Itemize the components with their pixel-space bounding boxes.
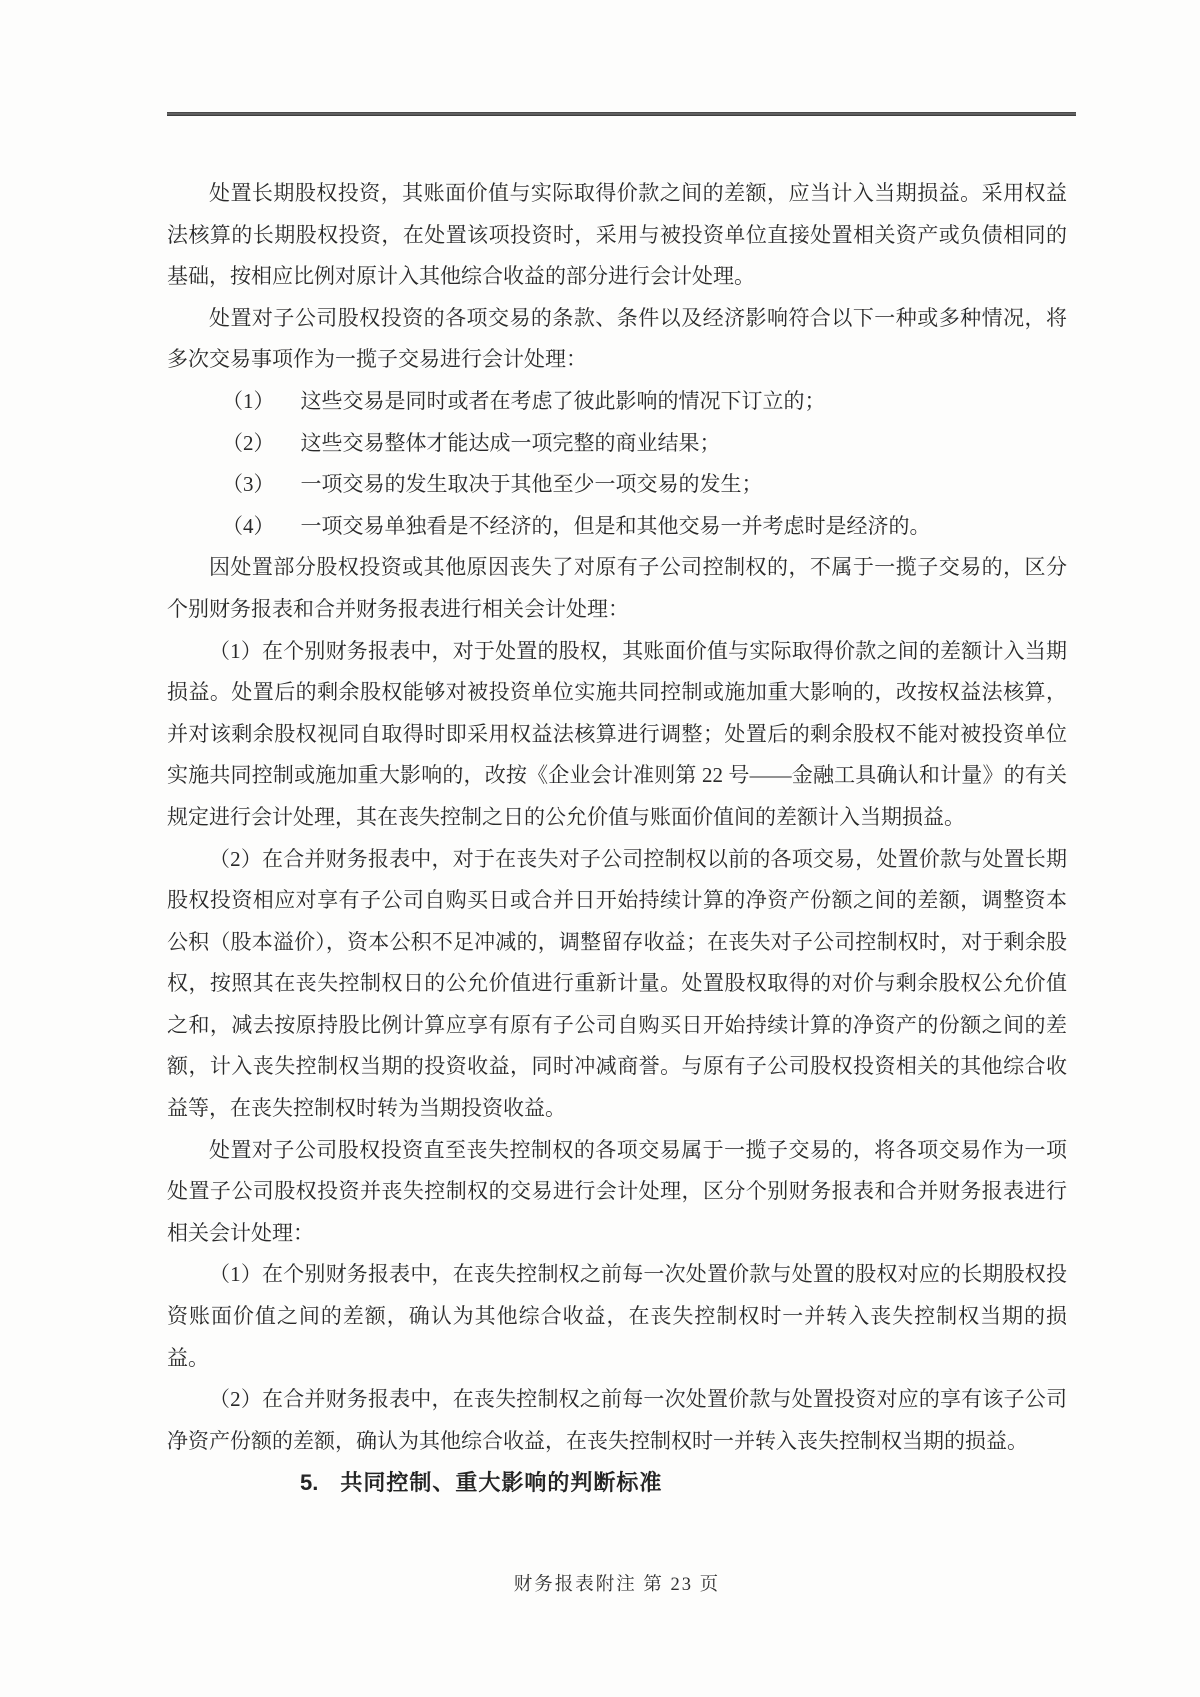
page-footer: 财务报表附注 第 23 页 [513,1575,721,1595]
list-item-text: 这些交易是同时或者在考虑了彼此影响的情况下订立的； [300,388,826,413]
list-item [167,423,1067,465]
header-rule [167,112,1076,116]
section-heading-number: 5. [300,1470,319,1496]
paragraph-package-disposal: 处置对子公司股权投资直至丧失控制权的各项交易属于一揽子交易的，将各项交易作为一项处置子公司股权投资并丧失控制权的交易进行会计处理，区分个别财务报表和合并财务报表进行相关会计处理： [167,1137,1067,1245]
paragraph-loss-of-control: 因处置部分股权投资或其他原因丧失了对原有子公司控制权的，不属于一揽子交易的，区分个别财务报表和合并财务报表进行相关会计处理： [167,555,1067,621]
list-item [167,506,1067,548]
section-heading-title: 共同控制、重大影响的判断标准 [340,1470,663,1496]
list-item-number: （3） [222,472,275,497]
list-item-number: （1） [222,388,275,413]
list-item-number: （4） [222,513,275,538]
list-item-number: （2） [222,430,275,455]
list-item [167,381,1067,423]
section-heading [167,1462,1067,1504]
paragraph-consolidated-fs-1: （2）在合并财务报表中，对于在丧失对子公司控制权以前的各项交易，处置价款与处置长期股权投资相应对享有子公司自购买日或合并日开始持续计算的净资产份额之间的差额，调整资本公积（股本溢价），资本公积不足冲减的，调整留存收益；在丧失对子公司控制权时，对于剩余股权，按照其在丧失控制权日的公允价值进行重新计量。处置股权取得的对价与剩余股权公允价值之和，减去按原持股比例计算应享有原有子公司自购买日开始持续计算的净资产的份额之间的差额，计入丧失控制权当期的投资收益，同时冲减商誉。与原有子公司股权投资相关的其他综合收益等，在丧失控制权时转为当期投资收益。 [167,846,1067,1121]
page-body [167,173,1067,1504]
list-item-text: 这些交易整体才能达成一项完整的商业结果； [300,430,721,455]
list-item-text: 一项交易的发生取决于其他至少一项交易的发生； [300,472,763,497]
list-item-text: 一项交易单独看是不经济的，但是和其他交易一并考虑时是经济的。 [300,513,931,538]
paragraph-consolidated-fs-2: （2）在合并财务报表中，在丧失控制权之前每一次处置价款与处置投资对应的享有该子公司净资产份额的差额，确认为其他综合收益，在丧失控制权时一并转入丧失控制权当期的损益。 [167,1387,1067,1453]
paragraph-separate-fs-1: （1）在个别财务报表中，对于处置的股权，其账面价值与实际取得价款之间的差额计入当期损益。处置后的剩余股权能够对被投资单位实施共同控制或施加重大影响的，改按权益法核算，并对该剩余股权视同自取得时即采用权益法核算进行调整；处置后的剩余股权不能对被投资单位实施共同控制或施加重大影响的，改按《企业会计准则第 22 号——金融工具确认和计量》的有关规定进行会计处理，其在丧失控制之日的公允价值与账面价值间的差额计入当期损益。 [167,638,1067,829]
paragraph-disposal-lt-equity: 处置长期股权投资，其账面价值与实际取得价款之间的差额，应当计入当期损益。采用权益法核算的长期股权投资，在处置该项投资时，采用与被投资单位直接处置相关资产或负债相同的基础，按相应比例对原计入其他综合收益的部分进行会计处理。 [167,181,1067,289]
list-item [167,464,1067,506]
paragraph-separate-fs-2: （1）在个别财务报表中，在丧失控制权之前每一次处置价款与处置的股权对应的长期股权投资账面价值之间的差额，确认为其他综合收益，在丧失控制权时一并转入丧失控制权当期的损益。 [167,1262,1067,1370]
paragraph-package-transaction-intro: 处置对子公司股权投资的各项交易的条款、条件以及经济影响符合以下一种或多种情况，将多次交易事项作为一揽子交易进行会计处理： [167,305,1067,372]
